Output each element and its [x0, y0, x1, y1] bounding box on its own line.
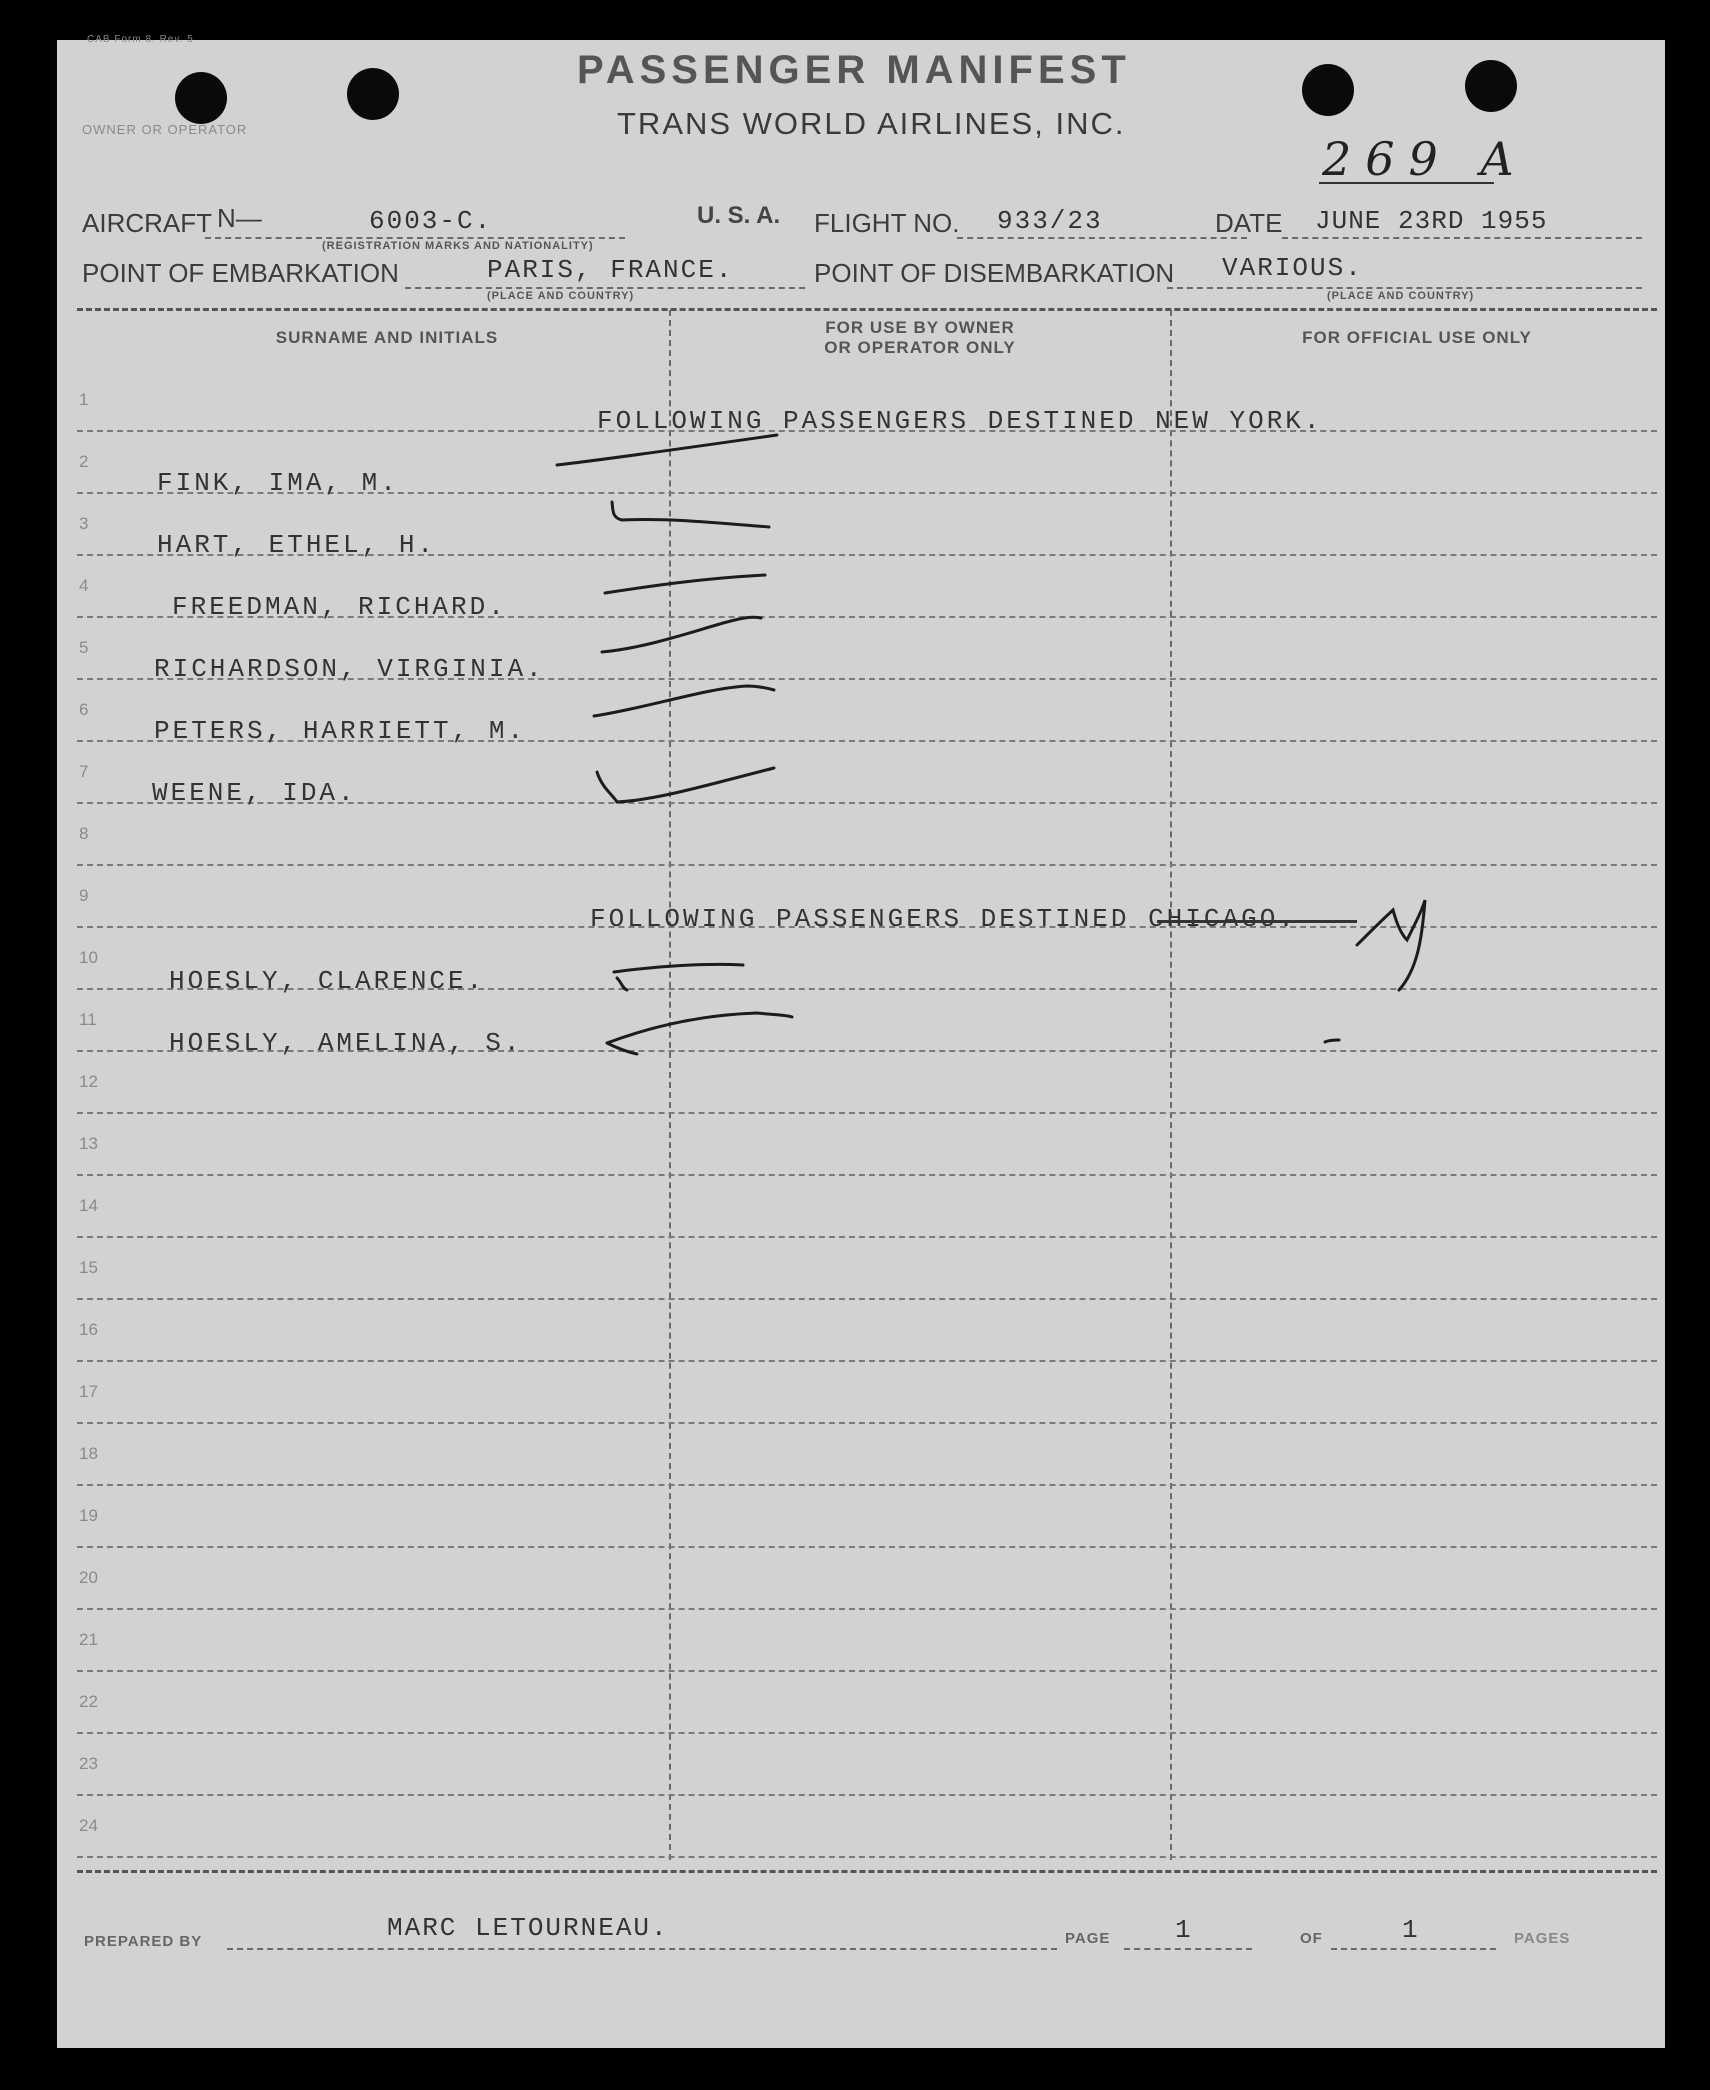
passenger-name: HOESLY, CLARENCE.	[169, 966, 486, 996]
row-rule	[77, 1360, 1657, 1362]
owner-label: OWNER OR OPERATOR	[82, 122, 248, 137]
column-header-surname: SURNAME AND INITIALS	[275, 328, 499, 347]
row-number: 7	[79, 762, 89, 781]
passenger-name: FREEDMAN, RICHARD.	[172, 592, 507, 622]
row-rule	[77, 1546, 1657, 1548]
passenger-name: FINK, IMA, M.	[157, 468, 399, 498]
page-label: PAGE	[1065, 1930, 1111, 1947]
row-rule	[77, 1794, 1657, 1796]
row-number: 5	[79, 638, 89, 657]
row-rule	[77, 1732, 1657, 1734]
row-number: 20	[79, 1568, 98, 1587]
row-number: 4	[79, 576, 89, 595]
row-number: 1	[79, 390, 89, 409]
row-number: 6	[79, 700, 89, 719]
row-number: 11	[79, 1010, 97, 1029]
flight-label: FLIGHT NO.	[814, 208, 960, 238]
passenger-name: HART, ETHEL, H.	[157, 530, 437, 560]
aircraft-value: 6003-C.	[369, 206, 493, 236]
embarkation-value: PARIS, FRANCE.	[487, 255, 734, 285]
row-number: 21	[79, 1630, 98, 1649]
passenger-name: HOESLY, AMELINA, S.	[169, 1028, 523, 1058]
handwritten-number: 269 A	[1322, 132, 1528, 186]
row-rule	[77, 1298, 1657, 1300]
row-number: 24	[79, 1816, 98, 1835]
embarkation-note: (PLACE AND COUNTRY)	[487, 290, 635, 302]
row-rule	[77, 1484, 1657, 1486]
row-number: 9	[79, 886, 89, 905]
row-number: 2	[79, 452, 89, 471]
form-title: PASSENGER MANIFEST	[577, 48, 1131, 92]
disembarkation-label: POINT OF DISEMBARKATION	[814, 258, 1175, 288]
passenger-name: RICHARDSON, VIRGINIA.	[154, 654, 545, 684]
pages-label: PAGES	[1514, 1930, 1571, 1947]
row-number: 23	[79, 1754, 98, 1773]
column-header-owner-line2: OR OPERATOR ONLY	[824, 338, 1016, 357]
registration-note: (REGISTRATION MARKS AND NATIONALITY)	[322, 240, 594, 252]
column-header-official: FOR OFFICIAL USE ONLY	[1302, 328, 1532, 347]
airline-name: TRANS WORLD AIRLINES, INC.	[617, 106, 1126, 141]
destination-chicago: FOLLOWING PASSENGERS DESTINED CHICAGO.	[590, 904, 1297, 934]
aircraft-prefix: N—	[217, 203, 262, 233]
row-number: 14	[79, 1196, 98, 1215]
flight-value: 933/23	[997, 206, 1103, 236]
row-number: 12	[79, 1072, 98, 1091]
nationality: U. S. A.	[697, 202, 781, 229]
column-header-owner-line1: FOR USE BY OWNER	[825, 318, 1015, 337]
row-rule	[77, 1422, 1657, 1424]
row-number: 10	[79, 948, 98, 967]
prepared-by-value: MARC LETOURNEAU.	[387, 1913, 669, 1943]
row-number: 15	[79, 1258, 98, 1277]
passenger-name: WEENE, IDA.	[152, 778, 357, 808]
footer-top-rule	[77, 1870, 1657, 1873]
check-marks	[57, 40, 1665, 1240]
row-number: 13	[79, 1134, 98, 1153]
row-rule	[77, 1670, 1657, 1672]
row-number: 16	[79, 1320, 98, 1339]
disembarkation-value: VARIOUS.	[1222, 253, 1363, 283]
row-rule	[77, 1856, 1657, 1858]
embarkation-label: POINT OF EMBARKATION	[82, 258, 399, 288]
row-number: 22	[79, 1692, 98, 1711]
disembarkation-note: (PLACE AND COUNTRY)	[1327, 290, 1475, 302]
of-label: OF	[1300, 1930, 1323, 1947]
passenger-name: PETERS, HARRIETT, M.	[154, 716, 527, 746]
row-rule	[77, 1608, 1657, 1610]
prepared-label: PREPARED BY	[84, 1933, 203, 1950]
row-number: 19	[79, 1506, 98, 1525]
form-code: CAB Form 8. Rev. 5	[87, 34, 194, 45]
row-number: 17	[79, 1382, 98, 1401]
row-number: 18	[79, 1444, 98, 1463]
page-value: 1	[1175, 1915, 1193, 1945]
row-number: 8	[79, 824, 89, 843]
date-label: DATE	[1215, 208, 1283, 238]
date-value: JUNE 23RD 1955	[1315, 206, 1548, 236]
destination-new-york: FOLLOWING PASSENGERS DESTINED NEW YORK.	[597, 406, 1323, 436]
row-number: 3	[79, 514, 89, 533]
manifest-sheet	[57, 34, 1665, 2048]
aircraft-label: AIRCRAFT	[82, 208, 212, 238]
of-value: 1	[1402, 1915, 1420, 1945]
